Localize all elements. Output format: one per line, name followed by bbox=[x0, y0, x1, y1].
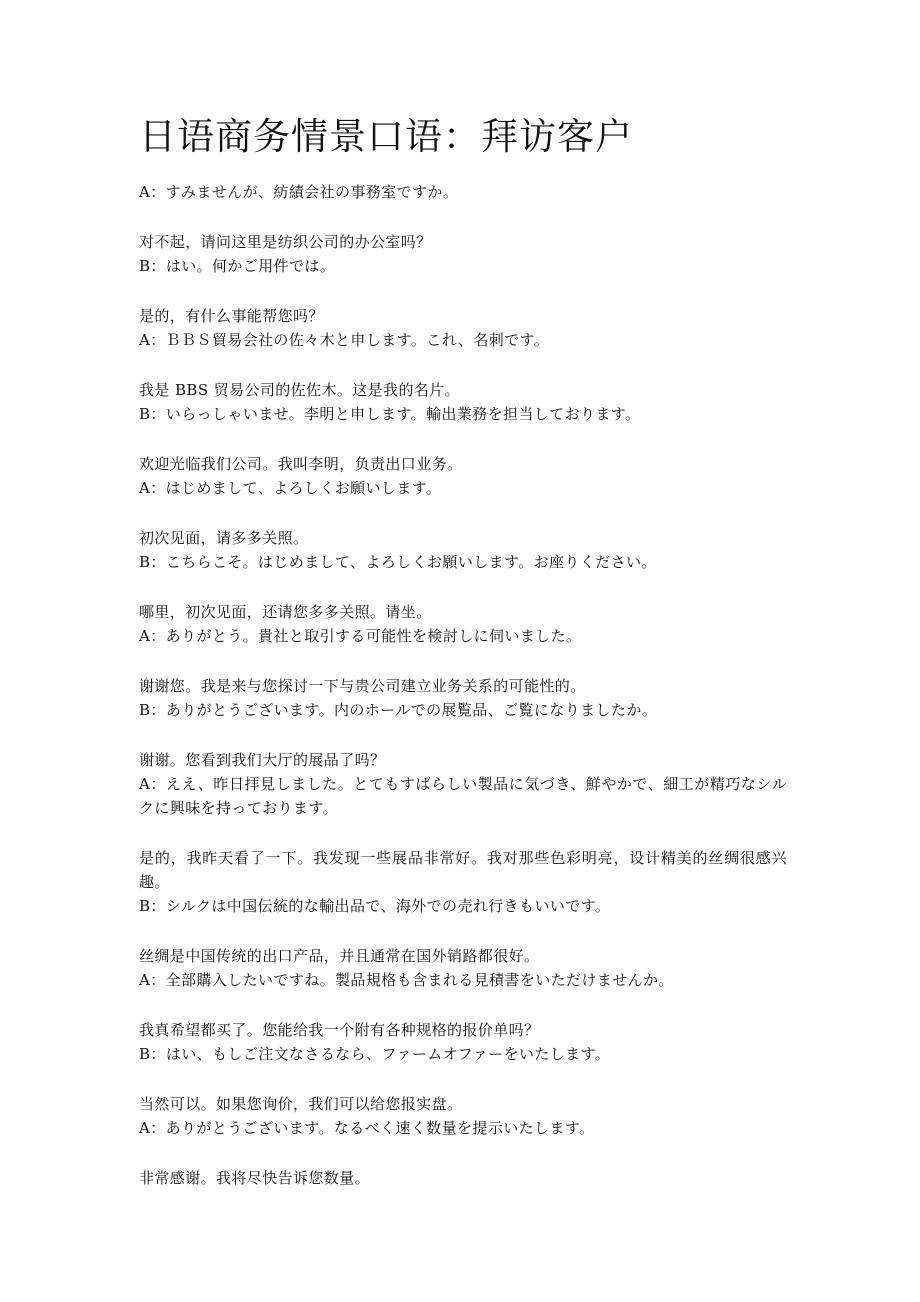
dialogue-body bbox=[139, 180, 787, 1216]
dialogue-paragraph-4 bbox=[139, 378, 787, 426]
dialogue-paragraph-9 bbox=[139, 748, 787, 820]
dialogue-line: 丝绸是中国传统的出口产品，并且通常在国外销路都很好。 bbox=[139, 947, 540, 965]
dialogue-line: B：こちらこそ。はじめまして、よろしくお願いします。お座りください。 bbox=[139, 553, 657, 571]
dialogue-line: 谢谢。您看到我们大厅的展品了吗？ bbox=[139, 751, 386, 769]
dialogue-line: B：いらっしゃいませ。李明と申します。輸出業務を担当しております。 bbox=[139, 405, 641, 423]
dialogue-line: B：シルクは中国伝統的な輸出品で、海外での売れ行きもいいです。 bbox=[139, 897, 611, 915]
dialogue-line: A：ええ、昨日拝見しました。とてもすばらしい製品に気づき、鮮やかで、細工が精巧なシルクに興味を持っております。 bbox=[139, 775, 787, 817]
dialogue-paragraph-2 bbox=[139, 230, 787, 278]
dialogue-paragraph-8 bbox=[139, 674, 787, 722]
dialogue-paragraph-5 bbox=[139, 452, 787, 500]
dialogue-paragraph-7 bbox=[139, 600, 787, 648]
dialogue-line: 我是 BBS 贸易公司的佐佐木。这是我的名片。 bbox=[139, 381, 461, 399]
dialogue-paragraph-6 bbox=[139, 526, 787, 574]
dialogue-line: A：ＢＢＳ貿易会社の佐々木と申します。これ、名刺です。 bbox=[139, 331, 550, 349]
dialogue-line: B：ありがとうございます。内のホールでの展覧品、ご覧になりましたか。 bbox=[139, 701, 658, 719]
dialogue-paragraph-12 bbox=[139, 1018, 787, 1066]
dialogue-paragraph-11 bbox=[139, 944, 787, 992]
dialogue-line: 对不起，请问这里是纺织公司的办公室吗？ bbox=[139, 233, 432, 251]
dialogue-line: A：全部購入したいですね。製品規格も含まれる見積書をいただけませんか。 bbox=[139, 971, 674, 989]
dialogue-paragraph-3 bbox=[139, 304, 787, 352]
dialogue-paragraph-1 bbox=[139, 180, 787, 204]
dialogue-line: A：すみませんが、紡績会社の事務室ですか。 bbox=[139, 183, 459, 201]
dialogue-line: 我真希望都买了。您能给我一个附有各种规格的报价单吗？ bbox=[139, 1021, 540, 1039]
dialogue-line: 谢谢您。我是来与您探讨一下与贵公司建立业务关系的可能性的。 bbox=[139, 677, 586, 695]
dialogue-line: B：はい。何かご用件では。 bbox=[139, 257, 336, 275]
dialogue-line: 哪里，初次见面，还请您多多关照。请坐。 bbox=[139, 603, 432, 621]
dialogue-line: 是的，有什么事能帮您吗？ bbox=[139, 307, 324, 325]
dialogue-line: 非常感谢。我将尽快告诉您数量。 bbox=[139, 1169, 371, 1187]
dialogue-line: A：ありがとう。貴社と取引する可能性を検討しに伺いました。 bbox=[139, 627, 582, 645]
dialogue-line: 是的，我昨天看了一下。我发现一些展品非常好。我对那些色彩明亮，设计精美的丝绸很感兴趣。 bbox=[139, 849, 787, 891]
dialogue-paragraph-10 bbox=[139, 846, 787, 918]
dialogue-line: B：はい、もしご注文なさるなら、ファームオファーをいたします。 bbox=[139, 1045, 611, 1063]
dialogue-line: 初次见面，请多多关照。 bbox=[139, 529, 309, 547]
dialogue-line: 欢迎光临我们公司。我叫李明，负责出口业务。 bbox=[139, 455, 463, 473]
dialogue-line: A：ありがとうございます。なるべく速く数量を提示いたします。 bbox=[139, 1119, 595, 1137]
page-title: 日语商务情景口语：拜访客户 bbox=[139, 115, 633, 158]
dialogue-line: A：はじめまして、よろしくお願いします。 bbox=[139, 479, 442, 497]
dialogue-paragraph-14 bbox=[139, 1166, 787, 1190]
dialogue-paragraph-13 bbox=[139, 1092, 787, 1140]
dialogue-line: 当然可以。如果您询价，我们可以给您报实盘。 bbox=[139, 1095, 463, 1113]
